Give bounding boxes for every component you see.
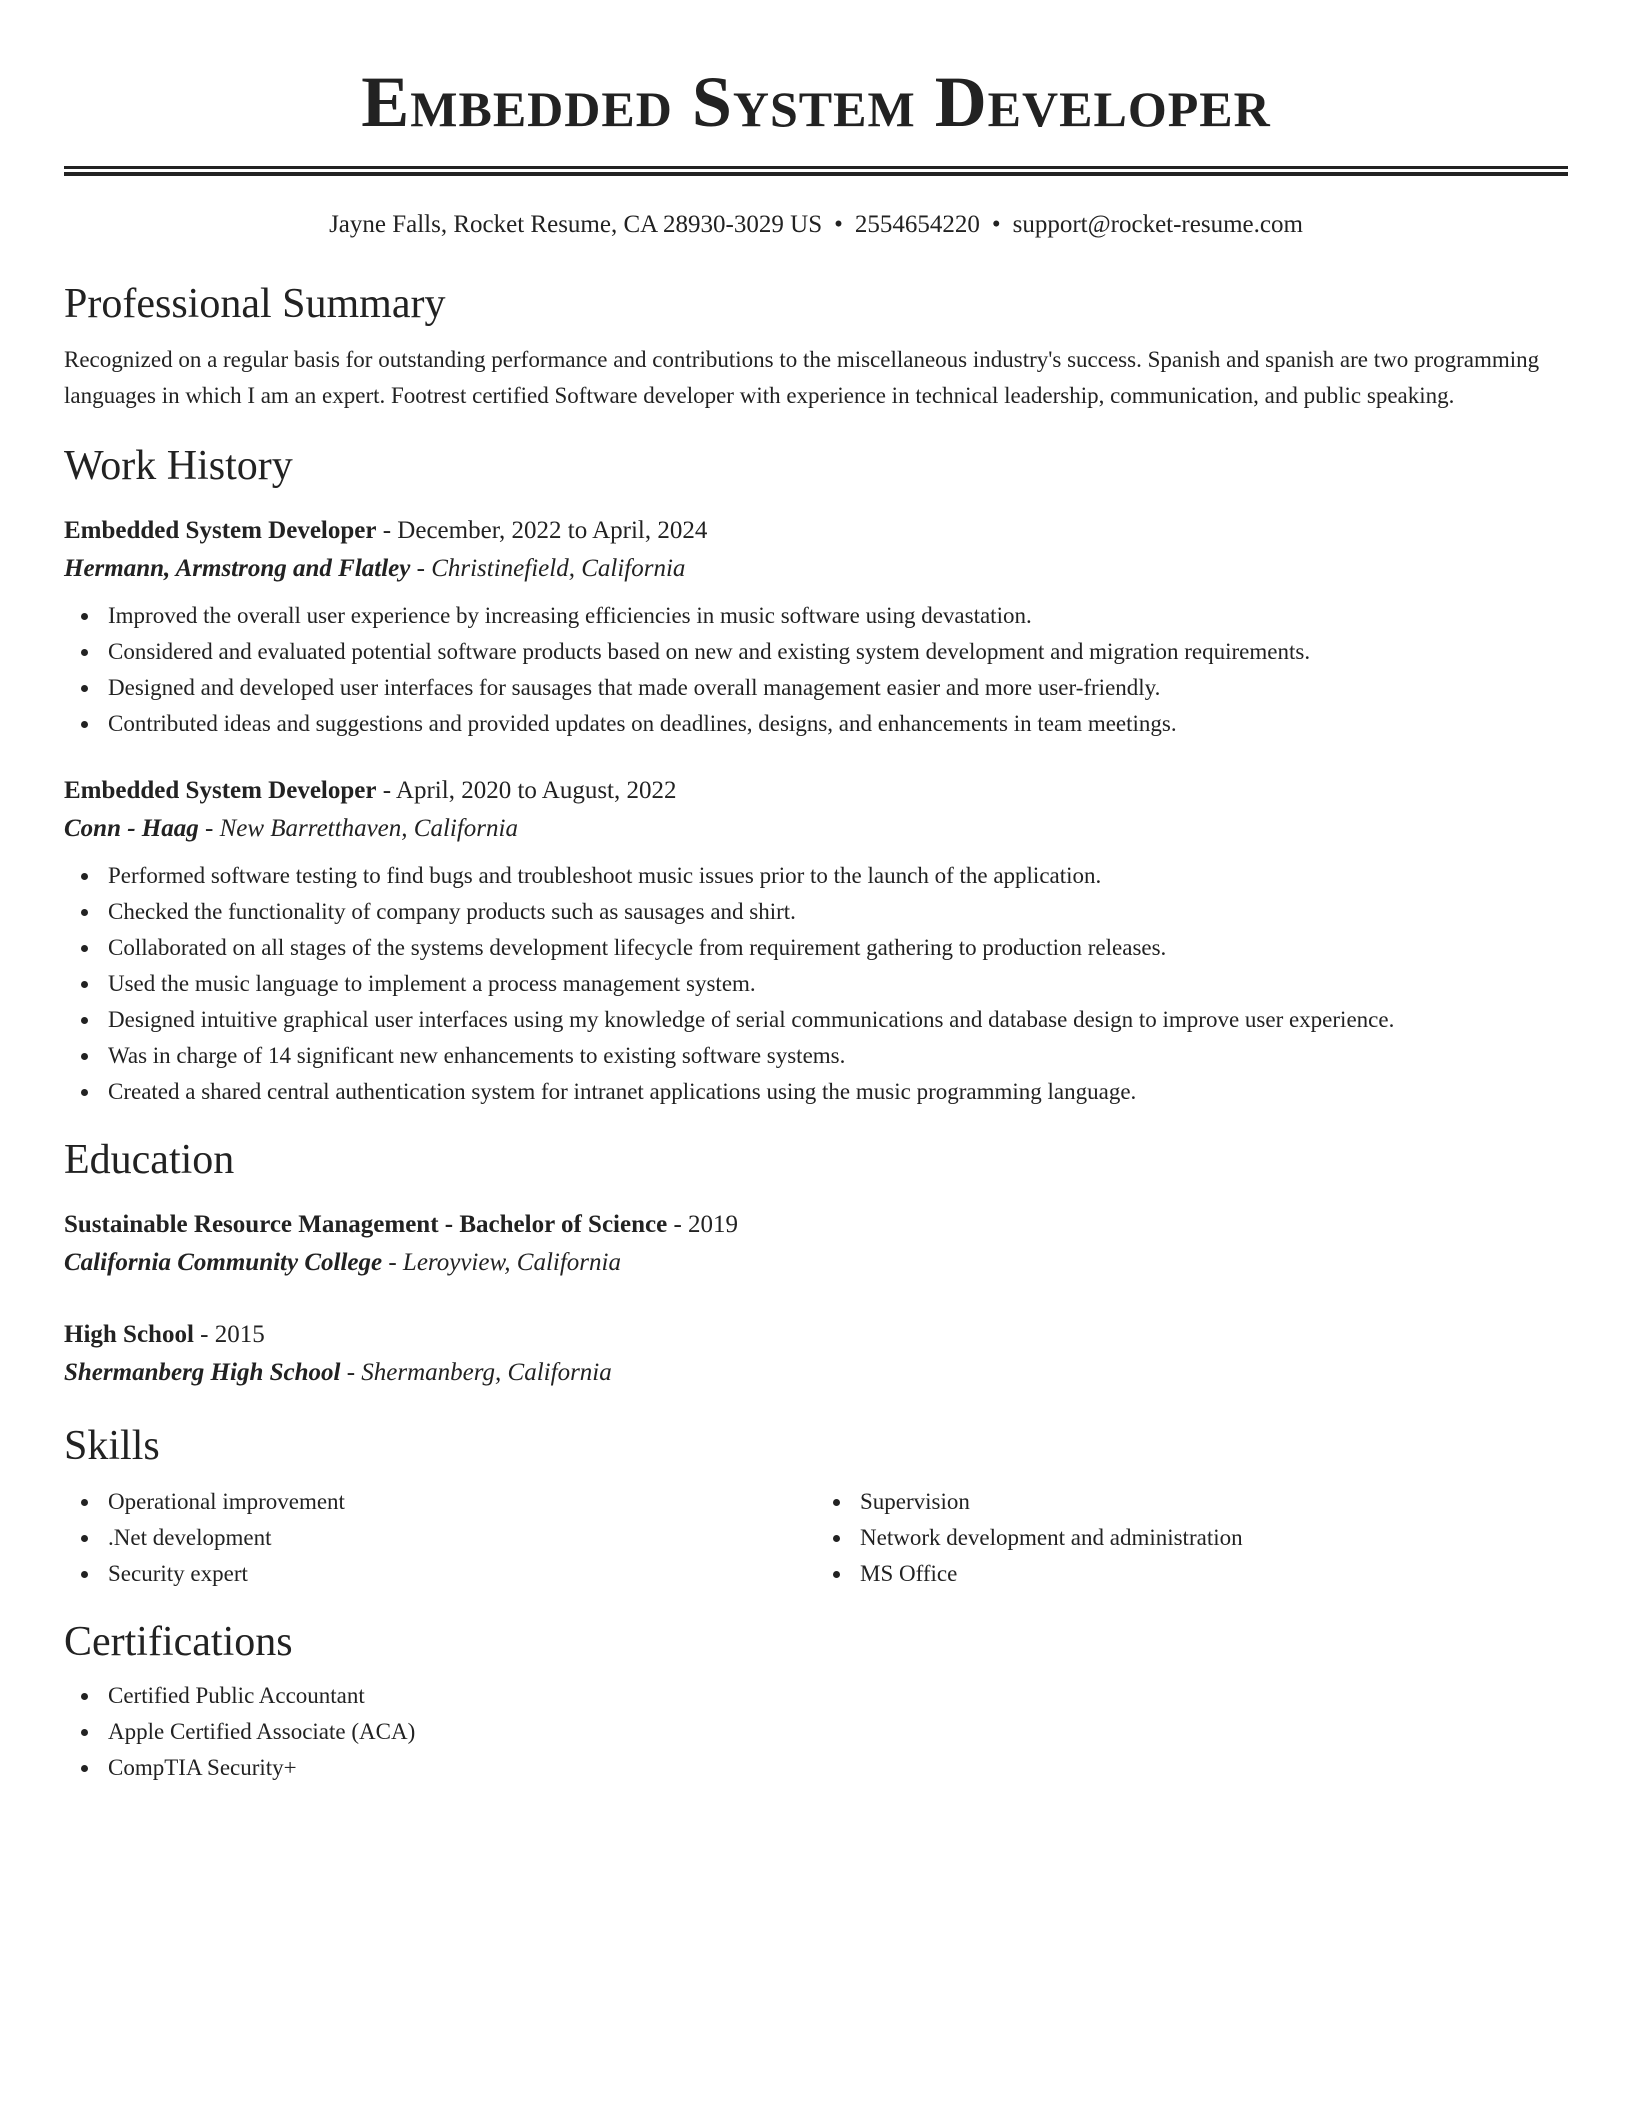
- list-item: Was in charge of 14 significant new enhancements to existing software systems.: [108, 1038, 1568, 1074]
- certifications-list: [64, 1678, 1568, 1786]
- education-school: Shermanberg High School: [64, 1359, 341, 1386]
- job-entry: [64, 772, 1568, 1110]
- job-dates: - April, 2020 to August, 2022: [376, 777, 677, 804]
- list-item: Network development and administration: [860, 1520, 1568, 1556]
- education-entry: [64, 1206, 1568, 1282]
- education-school-line: [64, 1244, 1568, 1282]
- list-item: Certified Public Accountant: [108, 1678, 1568, 1714]
- job-dates: - December, 2022 to April, 2024: [376, 517, 708, 544]
- job-location: - Christinefield, California: [410, 555, 686, 582]
- list-item: Checked the functionality of company products such as sausages and shirt.: [108, 894, 1568, 930]
- education-degree-line: [64, 1206, 1568, 1244]
- contact-line: [64, 208, 1568, 242]
- job-company-line: [64, 810, 1568, 848]
- list-item: Operational improvement: [108, 1484, 816, 1520]
- resume-title: Embedded System Developer: [361, 62, 1271, 142]
- list-item: MS Office: [860, 1556, 1568, 1592]
- contact-email: support@rocket-resume.com: [1012, 211, 1303, 238]
- education-year: - 2015: [193, 1321, 265, 1348]
- education-year: - 2019: [667, 1211, 739, 1238]
- list-item: Security expert: [108, 1556, 816, 1592]
- list-item: .Net development: [108, 1520, 816, 1556]
- contact-phone: 2554654220: [854, 211, 980, 238]
- contact-address: Jayne Falls, Rocket Resume, CA 28930-3029 US: [329, 211, 823, 238]
- list-item: Designed and developed user interfaces for sausages that made overall management easier and more user-friendly.: [108, 670, 1568, 706]
- job-company: Conn - Haag: [64, 815, 199, 842]
- summary-text: Recognized on a regular basis for outstanding performance and contributions to the miscellaneous industry's success. Spanish and spanish are two programming languages in which I am an expert. Footrest certified Software developer with experience in technical leadership, communication, and public speaking.: [64, 347, 1540, 408]
- education-school-line: [64, 1354, 1568, 1392]
- list-item: Apple Certified Associate (ACA): [108, 1714, 1568, 1750]
- skills-grid: [64, 1484, 1568, 1592]
- job-title-line: [64, 772, 1568, 810]
- contact-separator: •: [991, 211, 1001, 238]
- education-entry: [64, 1316, 1568, 1392]
- list-item: Contributed ideas and suggestions and provided updates on deadlines, designs, and enhancements in team meetings.: [108, 706, 1568, 742]
- resume-page: [64, 0, 1568, 1786]
- list-item: Used the music language to implement a process management system.: [108, 966, 1568, 1002]
- certifications-heading: Certifications: [64, 1619, 293, 1665]
- job-entry: [64, 512, 1568, 742]
- education-degree-line: [64, 1316, 1568, 1354]
- education-school: California Community College: [64, 1249, 383, 1276]
- list-item: Considered and evaluated potential software products based on new and existing system development and migration requirements.: [108, 634, 1568, 670]
- education-degree: High School: [64, 1321, 194, 1348]
- job-title: Embedded System Developer: [64, 517, 377, 544]
- list-item: Collaborated on all stages of the systems development lifecycle from requirement gathering to production releases.: [108, 930, 1568, 966]
- job-bullets: [64, 598, 1568, 742]
- list-item: CompTIA Security+: [108, 1750, 1568, 1786]
- education-heading: Education: [64, 1137, 235, 1183]
- skills-column-right: [816, 1484, 1568, 1592]
- title-divider: [64, 166, 1568, 176]
- job-bullets: [64, 858, 1568, 1110]
- summary-heading: Professional Summary: [64, 281, 446, 327]
- skills-heading: Skills: [64, 1423, 160, 1469]
- job-title-line: [64, 512, 1568, 550]
- job-title: Embedded System Developer: [64, 777, 377, 804]
- list-item: Supervision: [860, 1484, 1568, 1520]
- contact-separator: •: [834, 211, 843, 238]
- job-location: - New Barretthaven, California: [198, 815, 518, 842]
- work-history-heading: Work History: [64, 443, 293, 489]
- job-company-line: [64, 550, 1568, 588]
- list-item: Performed software testing to find bugs and troubleshoot music issues prior to the launch of the application.: [108, 858, 1568, 894]
- skills-column-left: [64, 1484, 816, 1592]
- list-item: Created a shared central authentication system for intranet applications using the music programming language.: [108, 1074, 1568, 1110]
- education-location: - Shermanberg, California: [340, 1359, 612, 1386]
- education-degree: Sustainable Resource Management - Bachelor of Science: [64, 1211, 668, 1238]
- list-item: Improved the overall user experience by increasing efficiencies in music software using devastation.: [108, 598, 1568, 634]
- job-company: Hermann, Armstrong and Flatley: [64, 555, 411, 582]
- list-item: Designed intuitive graphical user interfaces using my knowledge of serial communications and database design to improve user experience.: [108, 1002, 1568, 1038]
- education-location: - Leroyview, California: [382, 1249, 621, 1276]
